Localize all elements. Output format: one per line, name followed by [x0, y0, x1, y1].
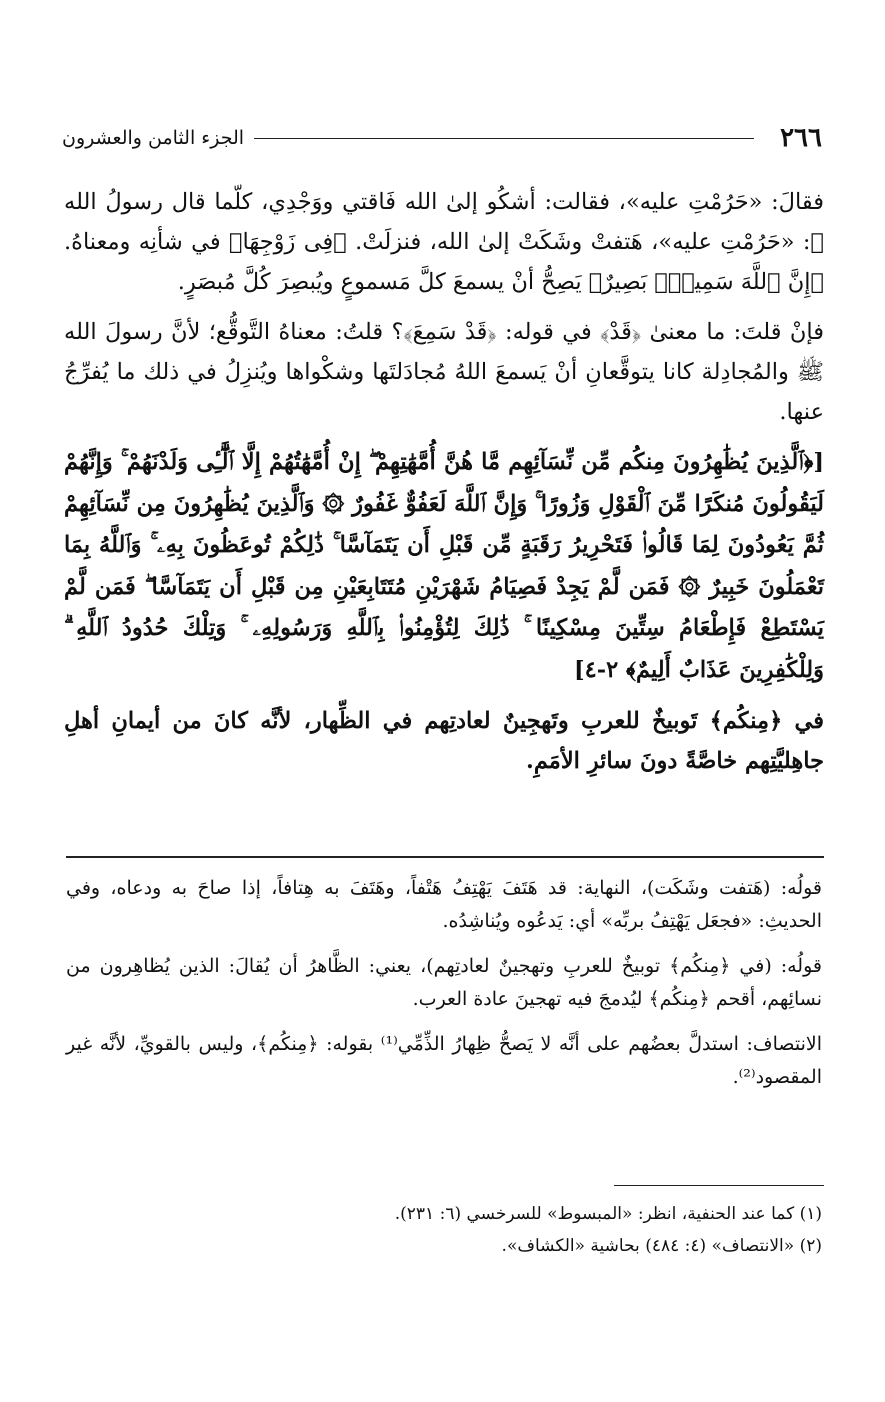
section-divider: [66, 856, 824, 858]
commentary-note: قولُه: (في ﴿مِنكُم﴾ توبيخٌ للعربِ وتهجينٌ لعادتِهم)، يعني: الظَّاهرُ أن يُقالَ: الذين يُظاهِرون من نسائِهم، أقحم ﴿مِنكُم﴾ ليُدمجَ فيه تهجينَ عادة العرب.: [66, 955, 822, 1010]
page-number: ٢٦٦: [780, 123, 822, 153]
commentary-note: قولُه: (هَتفت وشَكَت)، النهاية: قد هَتَفَ يَهْتِفُ هَتْفاً، وهَتَفَ به هِتافاً، إذا صاحَ به ودعاه، وفي الحديثِ: «فجعَل يَهْتِفُ بربِّه» أي: يَدعُوه ويُناشِدُه.: [66, 877, 822, 932]
main-text: [64, 182, 824, 791]
paragraph: فإنْ قلتَ: ما معنىٰ ﴿قَدْ﴾ في قوله: ﴿قَدْ سَمِعَ﴾؟ قلتُ: معناهُ التَّوقُّع؛ لأنَّ رسولَ الله ﷺ والمُجادِلة كانا يتوقَّعانِ أنْ يَسمعَ اللهُ مُجادَلتَها وشكْواها ويُنزِلُ في ذلك ما يُفرِّجُ عنها.: [64, 319, 824, 425]
footnote-divider: [614, 1185, 824, 1186]
commentary-note: الانتصاف: استدلَّ بعضُهم على أنَّه لا يَصحُّ ظِهارُ الذِّمِّي⁽¹⁾ بقوله: ﴿مِنكُم﴾، وليس بالقويِّ، لأنَّه غير المقصود⁽²⁾.: [66, 1033, 823, 1088]
page-header: [62, 118, 822, 158]
header-rule: [254, 138, 754, 139]
footnotes: [66, 1198, 822, 1262]
paragraph: فقالَ: «حَرُمْتِ عليه»، فقالت: أشكُو إلىٰ الله فَاقتي ووَجْدِي، كلّما قال رسولُ الله ﷺ: «حَرُمْتِ عليه»، هَتفتْ وشَكَتْ إلىٰ الله، فنزلَتْ. ﴿فِى زَوْجِهَا﴾ في شأنِه ومعناهُ. ﴿إِنَّ ٱللَّهَ سَمِيعٌۢ بَصِيرٌ﴾ يَصِحُّ أنْ يسمعَ كلَّ مَسموعٍ ويُبصِرَ كُلَّ مُبصَرٍ.: [64, 189, 824, 295]
footnote: (٢) «الانتصاف» (٤: ٤٨٤) بحاشية «الكشاف».: [501, 1236, 822, 1256]
paragraph: في ﴿مِنكُم﴾ تَوبيخٌ للعربِ وتَهجِينٌ لعادتِهم في الظِّهار، لأنَّه كانَ من أيمانِ أهلِ جاهِليَّتِهم خاصَّةً دونَ سائرِ الأمَمِ.: [64, 708, 824, 774]
commentary-section: [66, 872, 822, 1106]
footnote: (١) كما عند الحنفية، انظر: «المبسوط» للسرخسي (٦: ٢٣١).: [394, 1204, 822, 1224]
running-title: الجزء الثامن والعشرون: [62, 127, 245, 149]
quran-verse-block: [﴿ٱلَّذِينَ يُظَٰهِرُونَ مِنكُم مِّن نِّسَآئِهِم مَّا هُنَّ أُمَّهَٰتِهِمْ ۖ إِنْ أُمَّهَٰتُهُمْ إِلَّا ٱلَّٰٓـِٔى وَلَدْنَهُمْ ۚ وَإِنَّهُمْ لَيَقُولُونَ مُنكَرًا مِّنَ ٱلْقَوْلِ وَزُورًا ۚ وَإِنَّ ٱللَّهَ لَعَفُوٌّ غَفُورٌ ۞ وَٱلَّذِينَ يُظَٰهِرُونَ مِن نِّسَآئِهِمْ ثُمَّ يَعُودُونَ لِمَا قَالُوا۟ فَتَحْرِيرُ رَقَبَةٍ مِّن قَبْلِ أَن يَتَمَآسَّا ۚ ذَٰلِكُمْ تُوعَظُونَ بِهِۦ ۚ وَٱللَّهُ بِمَا تَعْمَلُونَ خَبِيرٌ ۞ فَمَن لَّمْ يَجِدْ فَصِيَامُ شَهْرَيْنِ مُتَتَابِعَيْنِ مِن قَبْلِ أَن يَتَمَآسَّا ۖ فَمَن لَّمْ يَسْتَطِعْ فَإِطْعَامُ سِتِّينَ مِسْكِينًا ۚ ذَٰلِكَ لِتُؤْمِنُوا۟ بِٱللَّهِ وَرَسُولِهِۦ ۚ وَتِلْكَ حُدُودُ ٱللَّهِ ۗ وَلِلْكَٰفِرِينَ عَذَابٌ أَلِيمٌ﴾ ٢-٤]: [64, 449, 824, 683]
